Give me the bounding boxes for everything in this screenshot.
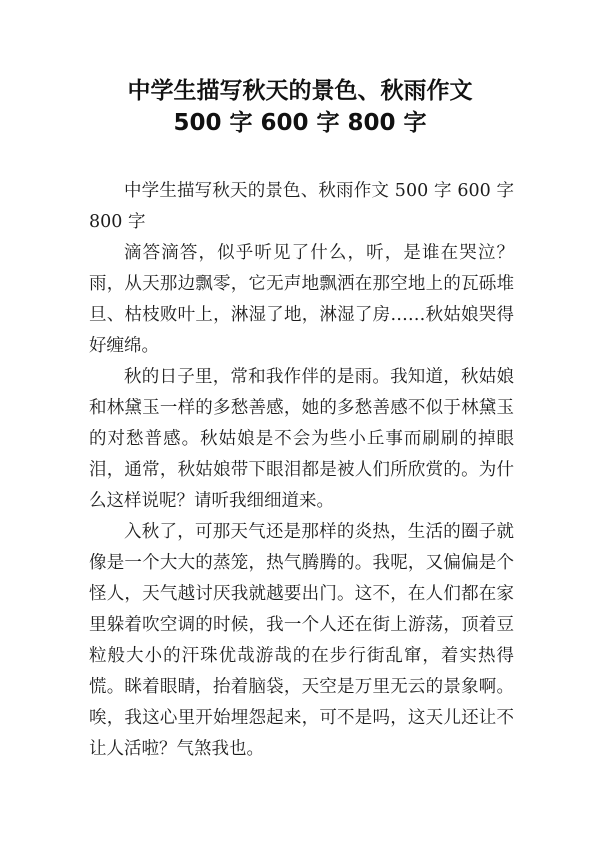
document-subtitle: 500 字 600 字 800 字	[173, 110, 427, 136]
document-body	[89, 176, 514, 765]
paragraph-intro: 中学生描写秋天的景色、秋雨作文 500 字 600 字 800 字	[89, 181, 514, 232]
paragraph-rain: 滴答滴答，似乎听见了什么，听，是谁在哭泣？雨，从天那边飘零，它无声地飘洒在那空地上的瓦砾堆旦、枯枝败叶上，淋湿了地，淋湿了房……秋姑娘哭得好缠绵。	[89, 243, 514, 356]
paragraph-hot-weather: 入秋了，可那天气还是那样的炎热，生活的圈子就像是一个大大的蒸笼，热气腾腾的。我呢，又偏偏是个怪人，天气越讨厌我就越要出门。这不，在人们都在家里躲着吹空调的时候，我一个人还在街上游荡，顶着豆粒般大小的汗珠优哉游哉的在步行街乱窜，着实热得慌。眯着眼睛，抬着脑袋，天空是万里无云的景象啊。唉，我这心里开始埋怨起来，可不是吗，这天儿还让不让人活啦？气煞我也。	[89, 522, 514, 759]
document-title: 中学生描写秋天的景色、秋雨作文	[127, 78, 473, 104]
paragraph-autumn-days: 秋的日子里，常和我作伴的是雨。我知道，秋姑娘和林黛玉一样的多愁善感，她的多愁善感不似于林黛玉的对愁普感。秋姑娘是不会为些小丘事而刷刷的掉眼泪，通常，秋姑娘带下眼泪都是被人们所欣赏的。为什么这样说呢？请听我细细道来。	[89, 367, 514, 511]
